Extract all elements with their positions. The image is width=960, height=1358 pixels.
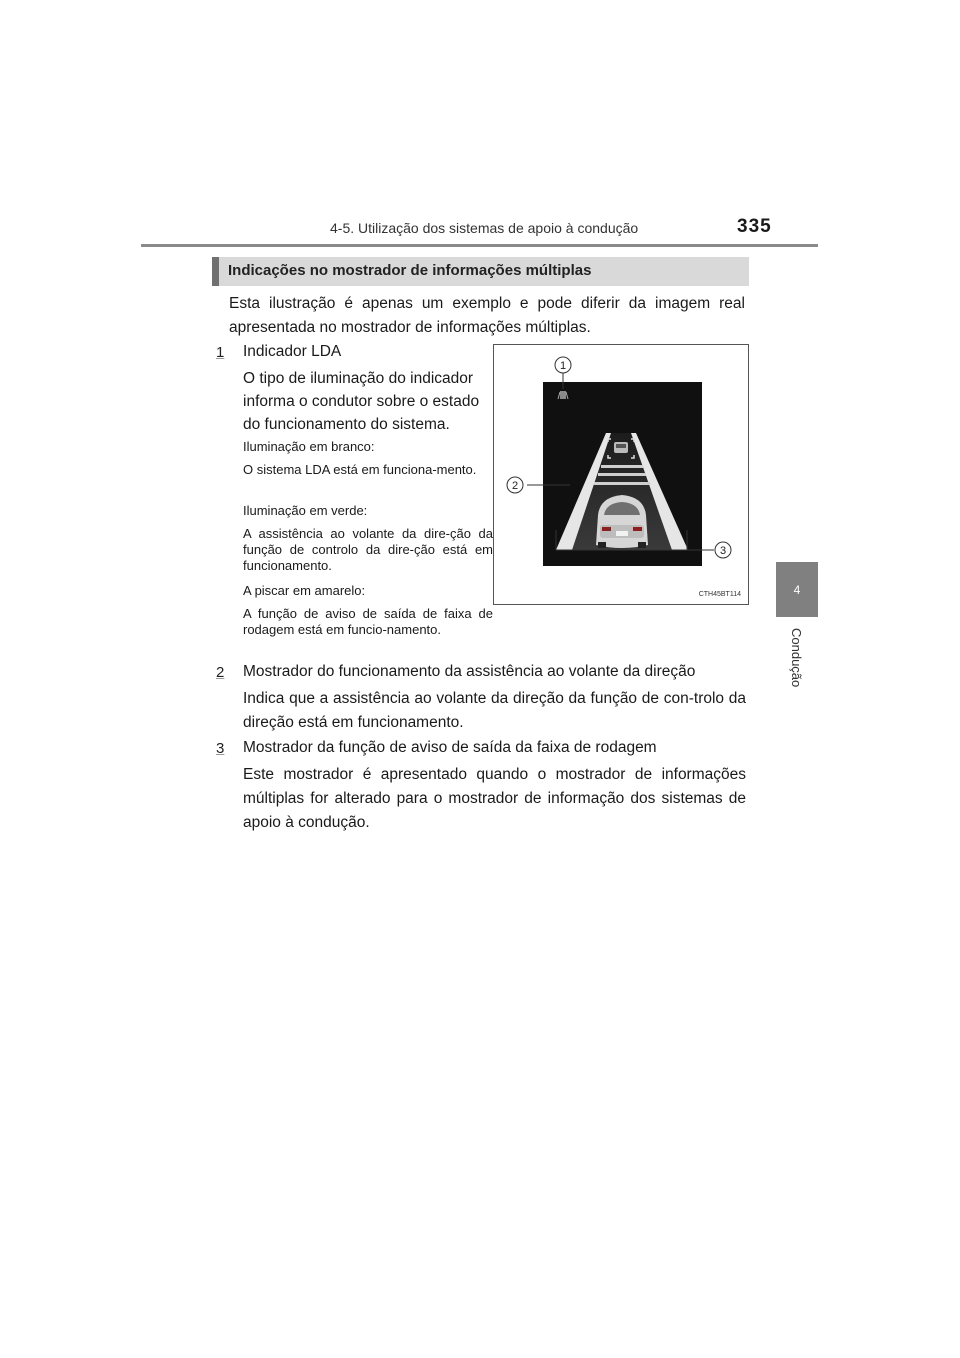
item-1-number: 1 <box>216 344 225 361</box>
item-2-title: Mostrador do funcionamento da assistência ao volante da direção <box>243 663 696 680</box>
state-green-text: A assistência ao volante da dire-ção da função de controlo da dire-ção está em funcionamento. <box>243 526 493 573</box>
item-3-number: 3 <box>216 740 225 757</box>
own-car-icon <box>596 495 648 548</box>
heading-text: Indicações no mostrador de informações múltiplas <box>228 262 592 279</box>
item-3-desc: Este mostrador é apresentado quando o mostrador de informações múltiplas for alterado para o mostrador de informação dos sistemas de apoio à condução. <box>243 766 746 831</box>
display-drawing <box>494 345 748 604</box>
item-1-desc-line-1: O tipo de iluminação do indicador <box>243 370 474 387</box>
chapter-tab <box>776 562 818 617</box>
svg-text:2: 2 <box>511 480 519 492</box>
intro-paragraph: Esta ilustração é apenas um exemplo e pode diferir da imagem real apresentada no mostrador de informações múltiplas. <box>229 295 745 336</box>
item-1-desc-line-2: informa o condutor sobre o estado <box>243 393 480 410</box>
item-2-number: 2 <box>216 664 225 681</box>
heading-bar <box>212 257 219 286</box>
chapter-tab-number: 4 <box>793 582 801 597</box>
svg-text:1: 1 <box>559 360 567 372</box>
lda-display-illustration <box>493 344 749 605</box>
section-heading <box>212 257 749 286</box>
state-yellow-text: A função de aviso de saída de faixa de rodagem está em funcio-namento. <box>243 606 493 637</box>
item-3-title: Mostrador da função de aviso de saída da faixa de rodagem <box>243 739 657 756</box>
header-rule <box>141 244 818 247</box>
state-white-label: Iluminação em branco: <box>243 439 375 454</box>
page-number: 335 <box>737 216 772 237</box>
chapter-tab-label: Condução <box>789 628 804 688</box>
item-1-title: Indicador LDA <box>243 343 342 360</box>
assist-bar-3 <box>594 482 650 485</box>
callout-1 <box>555 357 571 373</box>
item-1-desc-line-3: do funcionamento do sistema. <box>243 416 450 433</box>
svg-text:3: 3 <box>719 545 727 557</box>
assist-bar-1 <box>601 465 643 468</box>
callout-2 <box>507 477 523 493</box>
item-2-desc: Indica que a assistência ao volante da direção da função de con-trolo da direção está em funcionamento. <box>243 690 746 731</box>
section-title: 4-5. Utilização dos sistemas de apoio à condução <box>330 220 639 236</box>
state-green-label: Iluminação em verde: <box>243 503 368 518</box>
state-yellow-label: A piscar em amarelo: <box>243 583 366 598</box>
assist-bar-2 <box>598 473 646 476</box>
state-white-text: O sistema LDA está em funciona-mento. <box>243 462 477 477</box>
callout-3 <box>715 542 731 558</box>
figure-code: CTH45BT114 <box>698 591 741 598</box>
